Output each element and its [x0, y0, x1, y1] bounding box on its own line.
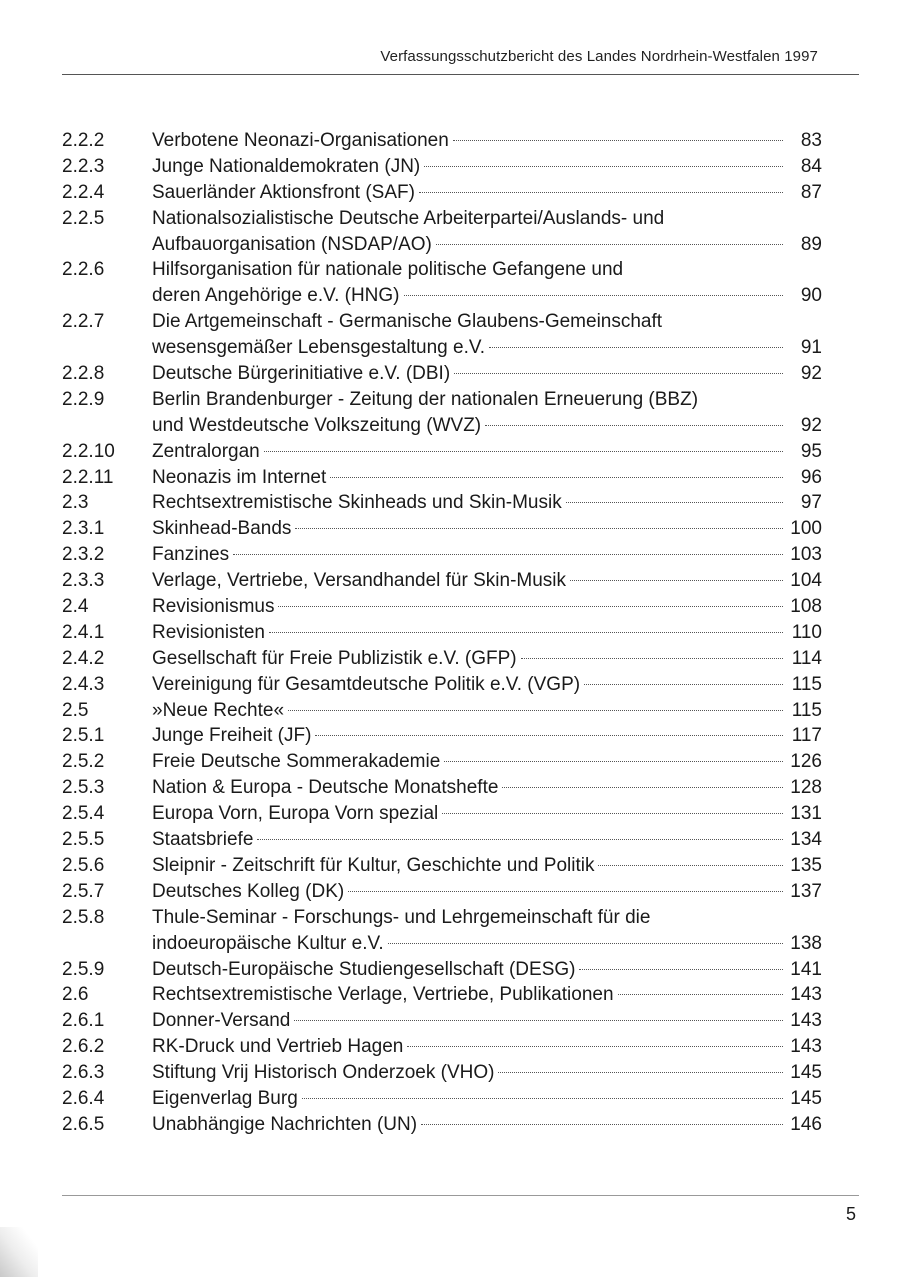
page-number: 5	[845, 1204, 856, 1224]
toc-entry	[62, 982, 822, 1008]
toc-entry-body	[152, 1112, 822, 1138]
toc-entry-title: Junge Freiheit (JF)	[152, 725, 312, 747]
toc-entry-number: 2.2.8	[62, 363, 105, 385]
toc-entry	[62, 257, 822, 309]
dot-leader	[294, 1020, 783, 1021]
toc-entry-lastline	[152, 180, 822, 206]
dot-leader	[257, 839, 783, 840]
toc-entry-title: Sleipnir - Zeitschrift für Kultur, Geschichte und Politik	[152, 854, 595, 876]
toc-entry-title: Rechtsextremistische Skinheads und Skin-Musik	[152, 492, 562, 514]
dot-leader	[454, 373, 783, 374]
toc-entry-lastline	[152, 128, 822, 154]
toc-entry-title: Nationalsozialistische Deutsche Arbeiterpartei/Auslands- und	[152, 207, 665, 229]
toc-entry-body	[152, 128, 822, 154]
toc-entry-lastline	[152, 723, 822, 749]
toc-entry-body	[152, 1060, 822, 1086]
toc-entry	[62, 646, 822, 672]
toc-entry	[62, 723, 822, 749]
toc-entry-title: Stiftung Vrij Historisch Onderzoek (VHO)	[152, 1062, 495, 1084]
toc-entry-lastline	[152, 1086, 822, 1112]
toc-entry-lastline	[152, 594, 822, 620]
toc-entry-page: 143	[790, 1036, 822, 1058]
toc-entry-number: 2.5	[62, 699, 89, 721]
toc-entry	[62, 594, 822, 620]
toc-entry-title: Staatsbriefe	[152, 829, 254, 851]
toc-entry-number: 2.3.3	[62, 570, 105, 592]
toc-entry-title: wesensgemäßer Lebensgestaltung e.V.	[152, 337, 486, 359]
dot-leader	[419, 192, 783, 193]
toc-entry	[62, 490, 822, 516]
toc-entry-lastline	[152, 672, 822, 698]
toc-entry-lastline	[152, 335, 822, 361]
toc-entry	[62, 542, 822, 568]
toc-entry-title: Die Artgemeinschaft - Germanische Glaubens-Gemeinschaft	[152, 311, 663, 333]
toc-entry-number: 2.3.1	[62, 518, 105, 540]
toc-entry-number: 2.5.9	[62, 958, 105, 980]
toc-entry	[62, 1034, 822, 1060]
toc-entry-lastline	[152, 361, 822, 387]
toc-entry-lastline	[152, 490, 822, 516]
toc-entry-body	[152, 154, 822, 180]
toc-entry-title: Verbotene Neonazi-Organisationen	[152, 130, 449, 151]
toc-entry-lastline	[152, 439, 822, 465]
toc-entry-title: Eigenverlag Burg	[152, 1087, 298, 1109]
dot-leader	[421, 1124, 783, 1125]
toc-entry-lastline	[152, 698, 822, 724]
header-divider	[62, 74, 859, 75]
toc-entry	[62, 749, 822, 775]
toc-entry-page: 143	[790, 984, 822, 1006]
toc-entry-title: Neonazis im Internet	[152, 466, 327, 488]
toc-entry	[62, 465, 822, 491]
toc-entry-page: 96	[800, 466, 822, 488]
toc-entry-title: Berlin Brandenburger - Zeitung der nationalen Erneuerung (BBZ)	[152, 388, 699, 410]
dot-leader	[264, 451, 783, 452]
toc-entry	[62, 154, 822, 180]
dot-leader	[388, 943, 783, 944]
toc-entry-number: 2.2.11	[62, 466, 114, 488]
toc-entry-title: Revisionisten	[152, 621, 265, 643]
toc-entry-lastline	[152, 1060, 822, 1086]
toc-entry-body	[152, 775, 822, 801]
dot-leader	[442, 813, 783, 814]
toc-entry-body	[152, 465, 822, 491]
toc-entry-title: Gesellschaft für Freie Publizistik e.V. (GFP)	[152, 647, 517, 669]
toc-entry-body	[152, 490, 822, 516]
toc-entry-number: 2.2.6	[62, 259, 105, 281]
toc-entry-page: 100	[790, 518, 822, 540]
toc-entry-body	[152, 801, 822, 827]
toc-entry-title: Deutsch-Europäische Studiengesellschaft (DESG)	[152, 958, 576, 980]
dot-leader	[579, 969, 783, 970]
toc-entry-title: und Westdeutsche Volkszeitung (WVZ)	[152, 414, 482, 436]
toc-entry-title: Sauerländer Aktionsfront (SAF)	[152, 181, 415, 203]
toc-entry-lastline	[152, 283, 822, 309]
dot-leader	[295, 528, 783, 529]
toc-entry-body	[152, 957, 822, 983]
toc-entry-title: Deutsche Bürgerinitiative e.V. (DBI)	[152, 363, 451, 385]
toc-entry-title: Junge Nationaldemokraten (JN)	[152, 155, 421, 177]
dot-leader	[502, 787, 783, 788]
toc-entry-page: 84	[800, 155, 822, 177]
toc-entry-title: Unabhängige Nachrichten (UN)	[152, 1113, 418, 1135]
toc-entry-body	[152, 1008, 822, 1034]
toc-entry-title: Hilfsorganisation für nationale politische Gefangene und	[152, 259, 624, 281]
scan-shadow	[0, 1227, 38, 1277]
running-header: Verfassungsschutzbericht des Landes Nordrhein-Westfalen 1997	[380, 48, 818, 65]
toc-entry-number: 2.5.1	[62, 725, 105, 747]
toc-entry-number: 2.2.3	[62, 155, 105, 177]
dot-leader	[584, 684, 783, 685]
toc-entry-body	[152, 827, 822, 853]
toc-entry-body	[152, 982, 822, 1008]
toc-entry-page: 146	[790, 1113, 822, 1135]
table-of-contents	[62, 128, 822, 1138]
dot-leader	[348, 891, 783, 892]
toc-entry	[62, 387, 822, 439]
toc-entry	[62, 620, 822, 646]
dot-leader	[288, 710, 783, 711]
dot-leader	[407, 1046, 783, 1047]
toc-entry-number: 2.6.2	[62, 1036, 105, 1058]
toc-entry-title: Rechtsextremistische Verlage, Vertriebe, Publikationen	[152, 984, 614, 1006]
toc-entry-lastline	[152, 1034, 822, 1060]
toc-entry	[62, 1060, 822, 1086]
toc-entry-lastline	[152, 646, 822, 672]
toc-entry-number: 2.3	[62, 492, 89, 514]
toc-entry-lastline	[152, 1008, 822, 1034]
toc-entry-body	[152, 568, 822, 594]
toc-entry-body	[152, 749, 822, 775]
toc-entry-title: Donner-Versand	[152, 1010, 291, 1032]
toc-entry-number: 2.2.4	[62, 181, 105, 203]
dot-leader	[489, 347, 783, 348]
toc-entry-page: 104	[790, 570, 822, 592]
toc-entry-number: 2.4.3	[62, 673, 105, 695]
toc-entry-number: 2.5.5	[62, 829, 105, 851]
toc-entry-page: 114	[791, 647, 822, 669]
toc-entry-page: 110	[791, 621, 822, 643]
toc-entry-page: 131	[790, 803, 822, 825]
toc-entry-title: Aufbauorganisation (NSDAP/AO)	[152, 233, 432, 255]
toc-entry	[62, 801, 822, 827]
dot-leader	[570, 580, 783, 581]
toc-entry-page: 137	[790, 880, 822, 902]
toc-entry	[62, 206, 822, 258]
toc-entry-page: 97	[800, 492, 822, 514]
toc-entry-lastline	[152, 516, 822, 542]
toc-entry-number: 2.2.5	[62, 207, 105, 229]
toc-entry-body	[152, 698, 822, 724]
toc-entry	[62, 568, 822, 594]
toc-entry-body	[152, 1034, 822, 1060]
dot-leader	[485, 425, 783, 426]
toc-entry-title: RK-Druck und Vertrieb Hagen	[152, 1036, 404, 1058]
dot-leader	[278, 606, 783, 607]
toc-entry-number: 2.4.1	[62, 621, 105, 643]
toc-entry-title: Europa Vorn, Europa Vorn spezial	[152, 803, 439, 825]
toc-entry-lastline	[152, 879, 822, 905]
toc-entry-number: 2.5.2	[62, 751, 105, 773]
toc-entry-lastline	[152, 957, 822, 983]
toc-entry	[62, 698, 822, 724]
toc-entry-body	[152, 853, 822, 879]
toc-entry-title: Revisionismus	[152, 596, 275, 618]
toc-entry-page: 134	[790, 829, 822, 851]
toc-entry	[62, 672, 822, 698]
toc-entry-title: Freie Deutsche Sommerakademie	[152, 751, 441, 773]
dot-leader	[498, 1072, 783, 1073]
dot-leader	[618, 994, 783, 995]
toc-entry-page: 95	[800, 440, 822, 462]
toc-entry	[62, 128, 822, 154]
toc-entry-page: 87	[800, 181, 822, 203]
toc-entry-body	[152, 309, 822, 361]
toc-entry-title: Deutsches Kolleg (DK)	[152, 880, 345, 902]
toc-entry-lastline	[152, 853, 822, 879]
toc-entry-number: 2.4	[62, 596, 89, 618]
toc-entry-number: 2.5.6	[62, 854, 105, 876]
toc-entry	[62, 309, 822, 361]
toc-entry-lastline	[152, 931, 822, 957]
toc-entry-body	[152, 1086, 822, 1112]
toc-entry-page: 138	[790, 932, 822, 954]
toc-entry-number: 2.6.4	[62, 1087, 105, 1109]
toc-entry	[62, 180, 822, 206]
toc-entry-number: 2.5.3	[62, 777, 105, 799]
toc-entry-title: indoeuropäische Kultur e.V.	[152, 932, 384, 954]
dot-leader	[566, 502, 783, 503]
toc-entry-title: Nation & Europa - Deutsche Monatshefte	[152, 777, 499, 799]
dot-leader	[269, 632, 783, 633]
toc-entry-page: 83	[800, 130, 822, 151]
toc-entry-page: 135	[790, 854, 822, 876]
toc-entry-body	[152, 439, 822, 465]
toc-entry-body	[152, 387, 822, 439]
toc-entry-page: 115	[791, 699, 822, 721]
toc-entry-page: 89	[800, 233, 822, 255]
toc-entry-lastline	[152, 413, 822, 439]
toc-entry	[62, 361, 822, 387]
toc-entry-body	[152, 180, 822, 206]
toc-entry-body	[152, 646, 822, 672]
toc-entry-title: Thule-Seminar - Forschungs- und Lehrgemeinschaft für die	[152, 906, 651, 928]
toc-entry-page: 141	[790, 958, 822, 980]
toc-entry-lastline	[152, 1112, 822, 1138]
toc-entry	[62, 1008, 822, 1034]
toc-entry-lastline	[152, 827, 822, 853]
toc-entry	[62, 879, 822, 905]
toc-entry-number: 2.6.3	[62, 1062, 105, 1084]
toc-entry-page: 92	[800, 414, 822, 436]
toc-entry-lastline	[152, 154, 822, 180]
toc-entry-lastline	[152, 801, 822, 827]
toc-entry-number: 2.3.2	[62, 544, 105, 566]
toc-entry-number: 2.6	[62, 984, 89, 1006]
dot-leader	[436, 244, 783, 245]
toc-entry-number: 2.2.2	[62, 130, 105, 151]
toc-entry-page: 108	[790, 596, 822, 618]
toc-entry-number: 2.5.7	[62, 880, 105, 902]
toc-entry-page: 145	[790, 1062, 822, 1084]
toc-entry-number: 2.2.10	[62, 440, 115, 462]
toc-entry-body	[152, 206, 822, 258]
toc-entry-page: 143	[790, 1010, 822, 1032]
toc-entry-page: 92	[800, 363, 822, 385]
toc-entry-body	[152, 257, 822, 309]
toc-entry-body	[152, 723, 822, 749]
toc-entry-page: 103	[790, 544, 822, 566]
toc-entry-title: Zentralorgan	[152, 440, 260, 462]
toc-entry-body	[152, 361, 822, 387]
toc-entry-body	[152, 672, 822, 698]
toc-entry-number: 2.2.9	[62, 388, 105, 410]
toc-entry-page: 117	[791, 725, 822, 747]
dot-leader	[453, 140, 783, 141]
toc-entry-lastline	[152, 465, 822, 491]
toc-entry	[62, 516, 822, 542]
toc-entry-lastline	[152, 982, 822, 1008]
toc-entry-number: 2.2.7	[62, 311, 105, 333]
toc-entry-title: Vereinigung für Gesamtdeutsche Politik e.V. (VGP)	[152, 673, 581, 695]
toc-entry-body	[152, 905, 822, 957]
toc-entry-page: 91	[800, 337, 822, 359]
toc-entry-body	[152, 542, 822, 568]
toc-entry-lastline	[152, 568, 822, 594]
toc-entry-lastline	[152, 620, 822, 646]
toc-entry	[62, 1112, 822, 1138]
dot-leader	[233, 554, 783, 555]
toc-entry-body	[152, 879, 822, 905]
toc-entry-body	[152, 620, 822, 646]
toc-entry-page: 145	[790, 1087, 822, 1109]
dot-leader	[315, 735, 783, 736]
dot-leader	[424, 166, 783, 167]
dot-leader	[444, 761, 783, 762]
toc-entry-lastline	[152, 749, 822, 775]
toc-entry-lastline	[152, 775, 822, 801]
toc-entry-page: 90	[800, 285, 822, 307]
toc-entry-number: 2.4.2	[62, 647, 105, 669]
toc-entry-title: Skinhead-Bands	[152, 518, 292, 540]
dot-leader	[302, 1098, 783, 1099]
toc-entry-page: 128	[790, 777, 822, 799]
toc-entry-body	[152, 516, 822, 542]
toc-entry-number: 2.6.5	[62, 1113, 105, 1135]
toc-entry	[62, 1086, 822, 1112]
toc-entry-title: Verlage, Vertriebe, Versandhandel für Skin-Musik	[152, 570, 567, 592]
toc-entry-title: Fanzines	[152, 544, 230, 566]
toc-entry-number: 2.6.1	[62, 1010, 105, 1032]
toc-entry	[62, 905, 822, 957]
dot-leader	[598, 865, 783, 866]
toc-entry-lastline	[152, 542, 822, 568]
footer-divider	[62, 1195, 859, 1196]
toc-entry-number: 2.5.8	[62, 906, 105, 928]
toc-entry	[62, 957, 822, 983]
toc-entry-title: deren Angehörige e.V. (HNG)	[152, 285, 400, 307]
dot-leader	[330, 477, 783, 478]
dot-leader	[404, 295, 783, 296]
toc-entry-page: 115	[791, 673, 822, 695]
toc-entry	[62, 775, 822, 801]
toc-entry-body	[152, 594, 822, 620]
toc-entry	[62, 827, 822, 853]
toc-entry	[62, 439, 822, 465]
dot-leader	[521, 658, 783, 659]
toc-entry	[62, 853, 822, 879]
toc-entry-page: 126	[790, 751, 822, 773]
toc-entry-number: 2.5.4	[62, 803, 105, 825]
toc-entry-lastline	[152, 232, 822, 258]
toc-entry-title: »Neue Rechte«	[152, 699, 285, 721]
